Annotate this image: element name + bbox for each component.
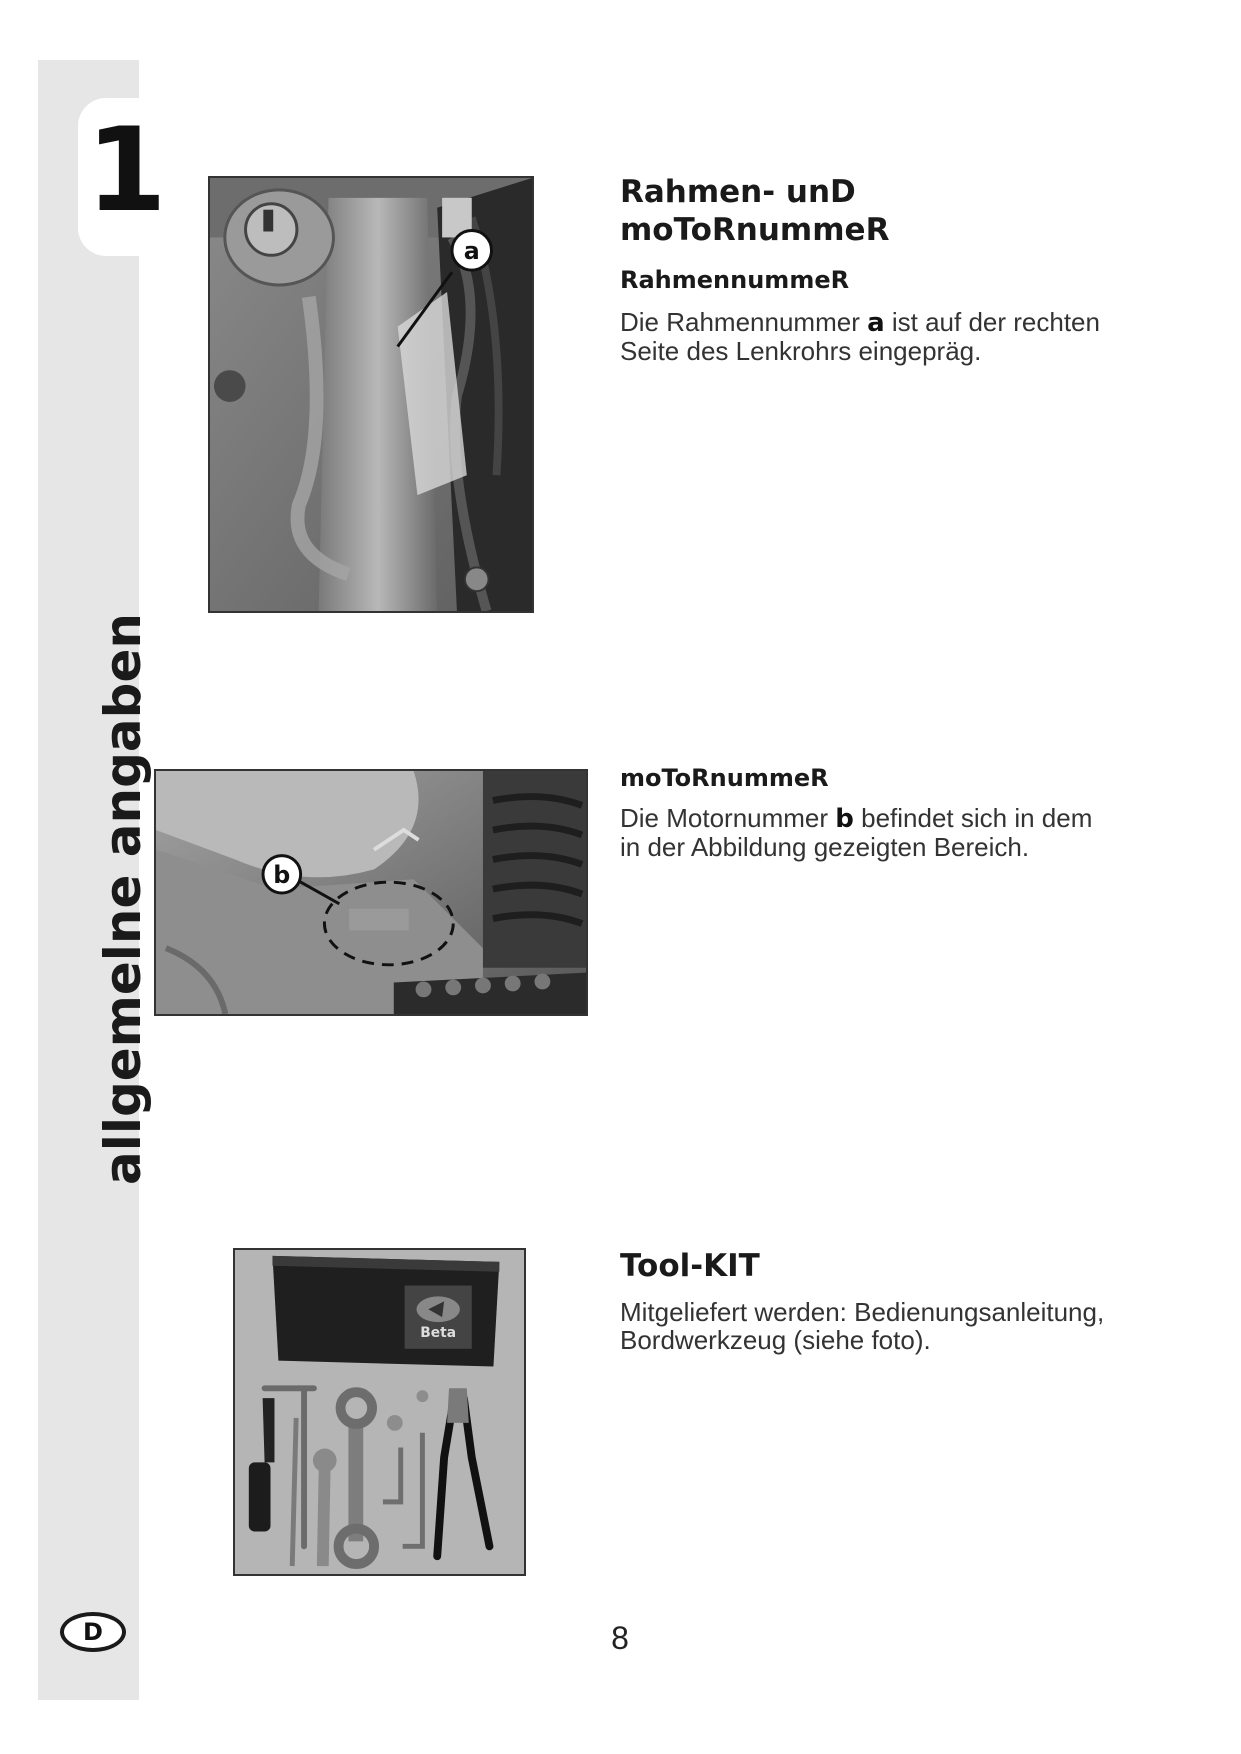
engine-number-text-after: befindet sich in dem in der Abbildung gezeigten Bereich.	[620, 803, 1093, 862]
frame-number-paragraph	[620, 308, 1100, 365]
engine-number-text-before: Die Motornummer	[620, 803, 836, 833]
tool-kit-line1: Mitgeliefert werden: Bedienungsanleitung,	[620, 1297, 1105, 1327]
engine-number-photo	[154, 769, 588, 1016]
page-number: 8	[611, 1620, 629, 1656]
section-title-vertical: allgemelne angaben	[94, 613, 152, 1185]
tool-kit-photo	[233, 1248, 526, 1576]
tool-kit-line2: Bordwerkzeug (siehe foto).	[620, 1325, 931, 1355]
chapter-number: 1	[86, 103, 167, 238]
section-heading-frame-engine-line1: Rahmen- unD	[620, 174, 856, 210]
engine-number-label: b	[835, 804, 854, 834]
language-badge	[60, 1612, 126, 1652]
bag-brand-logo: Beta	[420, 1324, 457, 1341]
section-heading-tool-kit: Tool-KIT	[620, 1248, 760, 1284]
callout-b-label: b	[273, 861, 291, 890]
subheading-frame-number: RahmennummeR	[620, 266, 850, 294]
section-heading-frame-engine-line2: moToRnummeR	[620, 212, 890, 248]
tool-kit-paragraph	[620, 1298, 1140, 1354]
callout-a-label: a	[463, 237, 480, 266]
frame-number-text-after: ist auf der rechten Seite des Lenkrohrs eingepräg.	[620, 307, 1100, 366]
frame-number-photo	[208, 176, 534, 613]
engine-number-paragraph	[620, 804, 1100, 861]
language-badge-label: D	[83, 1618, 103, 1646]
frame-number-label: a	[867, 308, 885, 338]
subheading-engine-number: moToRnummeR	[620, 764, 829, 792]
frame-number-text-before: Die Rahmennummer	[620, 307, 868, 337]
